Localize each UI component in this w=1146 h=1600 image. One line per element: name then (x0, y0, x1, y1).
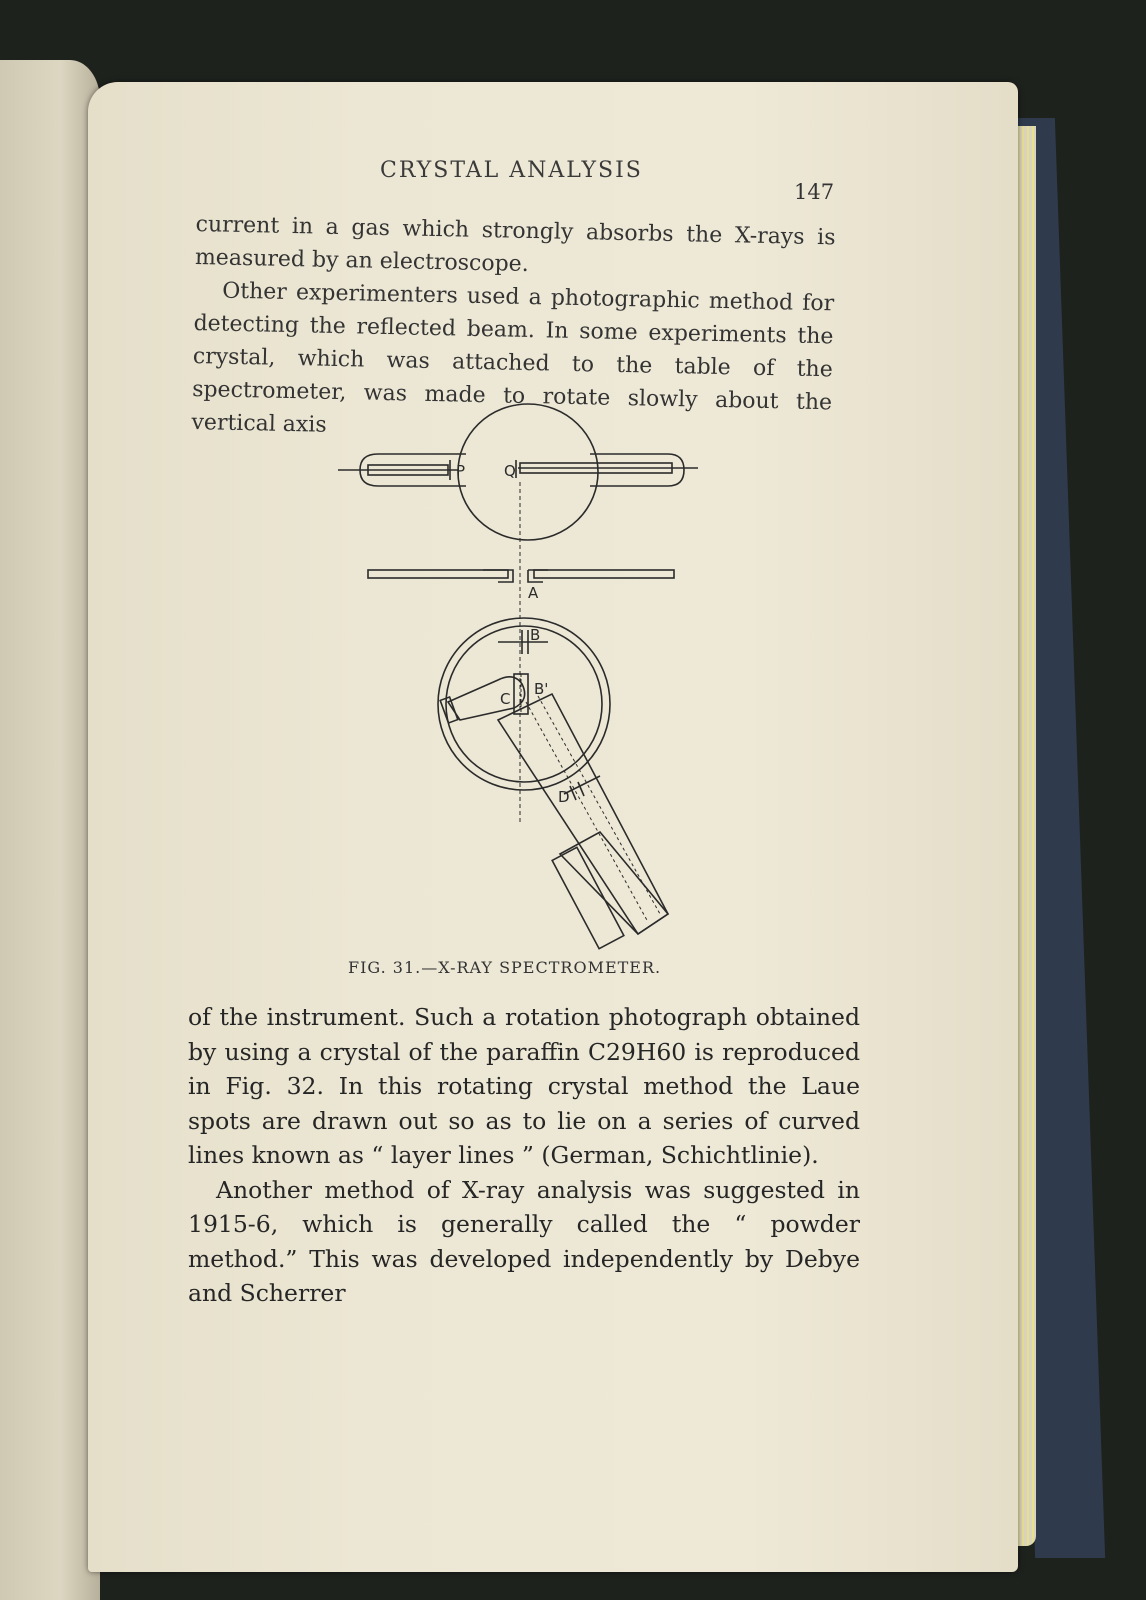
bottom-text-block (188, 1000, 860, 1311)
figure-label-p: P (456, 462, 466, 480)
figure-caption: FIG. 31.—X-RAY SPECTROMETER. (348, 958, 662, 977)
running-head (188, 150, 868, 204)
figure-label-a: A (528, 584, 539, 602)
figure-label-c: C (500, 690, 511, 708)
page-number: 147 (794, 180, 835, 204)
running-head-title: CRYSTAL ANALYSIS (380, 158, 643, 183)
figure-label-d: D (558, 788, 570, 806)
figure-label-b: B (530, 626, 541, 644)
x-ray-spectrometer-figure (338, 402, 698, 962)
left-page-edge (0, 60, 100, 1600)
figure-label-b-prime: B' (534, 680, 549, 698)
paragraph: of the instrument. Such a rotation photograph obtained by using a crystal of the paraffin C29H60 is reproduced in Fig. 32. In this rotating crystal method the Laue spots are drawn out so as to lie on a series of curved lines known as “ layer lines ” (German, Schichtlinie). (188, 1003, 860, 1169)
paragraph: Other experimenters used a photographic method for detecting the reflected beam. In some experiments the crystal, which was attached to the table of the spectrometer, was made to rotate slowly about the vertical axis (191, 278, 835, 438)
paragraph: current in a gas which strongly absorbs the X-rays is measured by an electroscope. (194, 211, 836, 277)
figure-label-q: Q (504, 462, 516, 480)
paragraph: Another method of X-ray analysis was suggested in 1915-6, which is generally called the “ powder method.” This was developed independently by Debye and Scherrer (188, 1175, 860, 1307)
